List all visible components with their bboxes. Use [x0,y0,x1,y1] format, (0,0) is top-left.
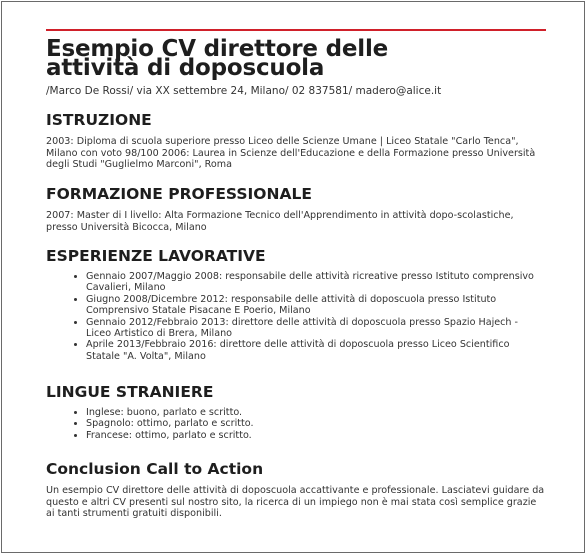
list-item: • Francese: ottimo, parlato e scritto. [86,430,546,441]
section-heading: ESPERIENZE LAVORATIVE [46,247,266,265]
section-text: 2007: Master di I livello: Alta Formazione Tecnico dell'Apprendimento in attività dopo-scolastiche, presso Università Bicocca, Milano [46,210,514,233]
section-text: Un esempio CV direttore delle attività di doposcuola accattivante e professionale. Lasciatevi guidare da questo e altri CV presenti sul nostro sito, la ricerca di un impiego non è mai stata così semplice grazie ai tanti strumenti gratuiti disponibili. [46,485,545,520]
section-heading: FORMAZIONE PROFESSIONALE [46,185,312,203]
section-lingue [46,382,546,441]
section-istruzione [46,110,546,171]
list-item: • Gennaio 2012/Febbraio 2013: direttore delle attività di doposcuola presso Spazio Hajech - Liceo Artistico di Brera, Milano [86,317,546,340]
cv-page [1,1,585,553]
list-item: • Aprile 2013/Febbraio 2016: direttore delle attività di doposcuola presso Liceo Scientifico Statale "A. Volta", Milano [86,339,546,362]
section-text: 2003: Diploma di scuola superiore presso Liceo delle Scienze Umane | Liceo Statale "Carlo Tenca", Milano con voto 98/100 2006: Laurea in Scienze dell'Educazione e della Formazione presso Università degli Studi "Guglielmo Marconi", Roma [46,136,536,171]
section-formazione [46,184,546,233]
contact-line: /Marco De Rossi/ via XX settembre 24, Milano/ 02 837581/ madero@alice.it [46,85,442,97]
section-conclusion [46,459,546,520]
section-heading: ISTRUZIONE [46,111,152,129]
section-heading: LINGUE STRANIERE [46,383,214,401]
languages-list [46,407,546,441]
list-item: • Inglese: buono, parlato e scritto. [86,407,546,418]
section-heading: Conclusion Call to Action [46,460,264,478]
list-item: • Gennaio 2007/Maggio 2008: responsabile delle attività ricreative presso Istituto comprensivo Cavalieri, Milano [86,271,546,294]
list-item: • Spagnolo: ottimo, parlato e scritto. [86,418,546,429]
section-esperienze [46,246,546,362]
header-rule [46,29,546,31]
experience-list [46,271,546,362]
page-title: Esempio CV direttore delle attività di doposcuola [46,36,389,81]
list-item: • Giugno 2008/Dicembre 2012: responsabile delle attività di doposcuola presso Istituto Comprensivo Statale Pisacane E Poerio, Milano [86,294,546,317]
